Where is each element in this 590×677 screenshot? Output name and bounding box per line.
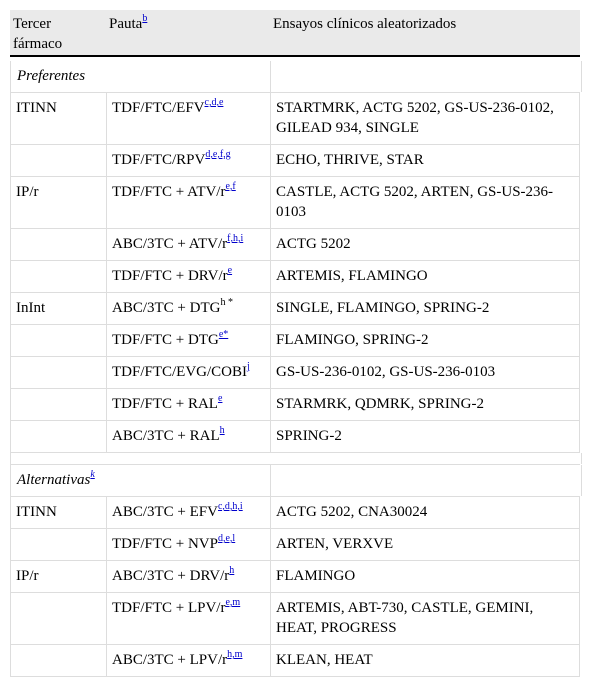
header-trials: Ensayos clínicos aleatorizados (273, 16, 457, 32)
cell-drug-class (10, 145, 106, 176)
table-row (10, 593, 580, 645)
cell-regimen (106, 325, 270, 356)
cell-trials: ACTG 5202 (270, 229, 580, 260)
footnote-link[interactable]: e (217, 393, 223, 404)
regimen-text: TDF/FTC + DRV/r (112, 268, 228, 284)
cell-drug-class: InInt (10, 293, 106, 324)
cell-regimen (106, 177, 270, 228)
table-row (10, 177, 580, 229)
section-gap (10, 453, 580, 465)
cell-trials: ECHO, THRIVE, STAR (270, 145, 580, 176)
regimen-text: TDF/FTC/EFV (112, 100, 205, 116)
cell-trials: CASTLE, ACTG 5202, ARTEN, GS-US-236-0103 (270, 177, 580, 228)
table-row (10, 421, 580, 453)
cell-regimen (106, 229, 270, 260)
footnote-link[interactable]: c,d,e (204, 97, 224, 108)
cell-trials: ARTEMIS, ABT-730, CASTLE, GEMINI, HEAT, PROGRESS (270, 593, 580, 644)
cell-trials: ACTG 5202, CNA30024 (270, 497, 580, 528)
table-row (10, 497, 580, 529)
table-row (10, 93, 580, 145)
footnote-link[interactable]: d,e,f,g (205, 149, 231, 160)
cell-drug-class (10, 421, 106, 452)
footnote-link[interactable]: e* (218, 329, 229, 340)
cell-drug-class (10, 593, 106, 644)
cell-trials: ARTEN, VERXVE (270, 529, 580, 560)
cell-drug-class (10, 357, 106, 388)
cell-drug-class: ITINN (10, 93, 106, 144)
cell-trials: SPRING-2 (270, 421, 580, 452)
table-row (10, 145, 580, 177)
regimen-text: TDF/FTC + NVP (112, 536, 218, 552)
cell-drug-class: IP/r (10, 177, 106, 228)
cell-drug-class (10, 325, 106, 356)
table-header (10, 10, 580, 57)
cell-trials: FLAMINGO, SPRING-2 (270, 325, 580, 356)
table-row (10, 389, 580, 421)
table-row (10, 229, 580, 261)
footnote-link[interactable]: e (227, 265, 233, 276)
header-regimen: Pauta$^b$ (109, 13, 148, 32)
section-label-preferentes: Preferentes (10, 61, 270, 92)
cell-regimen (106, 497, 270, 528)
cell-trials: FLAMINGO (270, 561, 580, 592)
cell-regimen (106, 389, 270, 420)
cell-regimen (106, 93, 270, 144)
footnote-link[interactable]: h,m (227, 649, 243, 660)
cell-regimen (106, 529, 270, 560)
table-row (10, 325, 580, 357)
regimen-table (10, 10, 580, 677)
table-row (10, 645, 580, 677)
cell-trials: SINGLE, FLAMINGO, SPRING-2 (270, 293, 580, 324)
section-row-alternativas (10, 465, 580, 497)
regimen-text: ABC/3TC + RAL (112, 428, 220, 444)
cell-regimen (106, 293, 270, 324)
cell-regimen (106, 145, 270, 176)
cell-drug-class: ITINN (10, 497, 106, 528)
regimen-text: TDF/FTC + LPV/r (112, 600, 226, 616)
footnote-link[interactable]: f,h,i (227, 233, 244, 244)
footnote-link[interactable]: h (219, 425, 225, 436)
table-row (10, 357, 580, 389)
footnote-link[interactable]: j (247, 361, 250, 372)
table-row (10, 293, 580, 325)
cell-trials: KLEAN, HEAT (270, 645, 580, 676)
footnote-link[interactable]: e,f (225, 181, 236, 192)
cell-regimen (106, 645, 270, 676)
footnote-link[interactable]: b (142, 13, 148, 24)
cell-drug-class (10, 529, 106, 560)
cell-trials: GS-US-236-0102, GS-US-236-0103 (270, 357, 580, 388)
regimen-text: ABC/3TC + DTG (112, 300, 221, 316)
cell-trials: ARTEMIS, FLAMINGO (270, 261, 580, 292)
cell-regimen (106, 261, 270, 292)
footnote-link: h * (220, 297, 233, 308)
cell-regimen (106, 357, 270, 388)
cell-regimen (106, 421, 270, 452)
footnote-link[interactable]: c,d,h,i (217, 501, 243, 512)
cell-trials: STARMRK, QDMRK, SPRING-2 (270, 389, 580, 420)
header-third-drug: Tercer fármaco (13, 16, 63, 52)
table-row (10, 561, 580, 593)
cell-drug-class (10, 645, 106, 676)
cell-regimen (106, 561, 270, 592)
cell-drug-class (10, 389, 106, 420)
regimen-text: ABC/3TC + LPV/r (112, 652, 228, 668)
cell-trials: STARTMRK, ACTG 5202, GS-US-236-0102, GILEAD 934, SINGLE (270, 93, 580, 144)
cell-drug-class (10, 229, 106, 260)
section-row-preferentes (10, 61, 580, 93)
regimen-text: ABC/3TC + ATV/r (112, 236, 228, 252)
footnote-link[interactable]: h (229, 565, 235, 576)
regimen-text: TDF/FTC + DTG (112, 332, 219, 348)
regimen-text: TDF/FTC/EVG/COBI (112, 364, 248, 380)
footnote-link[interactable]: e,m (225, 597, 241, 608)
regimen-text: TDF/FTC/RPV (112, 152, 206, 168)
section-label-alternativas: Alternativas$^k$ (10, 465, 270, 496)
table-row (10, 261, 580, 293)
footnote-link[interactable]: k (90, 469, 95, 480)
regimen-text: TDF/FTC + ATV/r (112, 184, 226, 200)
footnote-link[interactable]: d,e,l (217, 533, 236, 544)
regimen-text: ABC/3TC + EFV (112, 504, 218, 520)
regimen-text: ABC/3TC + DRV/r (112, 568, 230, 584)
cell-drug-class (10, 261, 106, 292)
table-row (10, 529, 580, 561)
cell-drug-class: IP/r (10, 561, 106, 592)
cell-regimen (106, 593, 270, 644)
regimen-text: TDF/FTC + RAL (112, 396, 218, 412)
